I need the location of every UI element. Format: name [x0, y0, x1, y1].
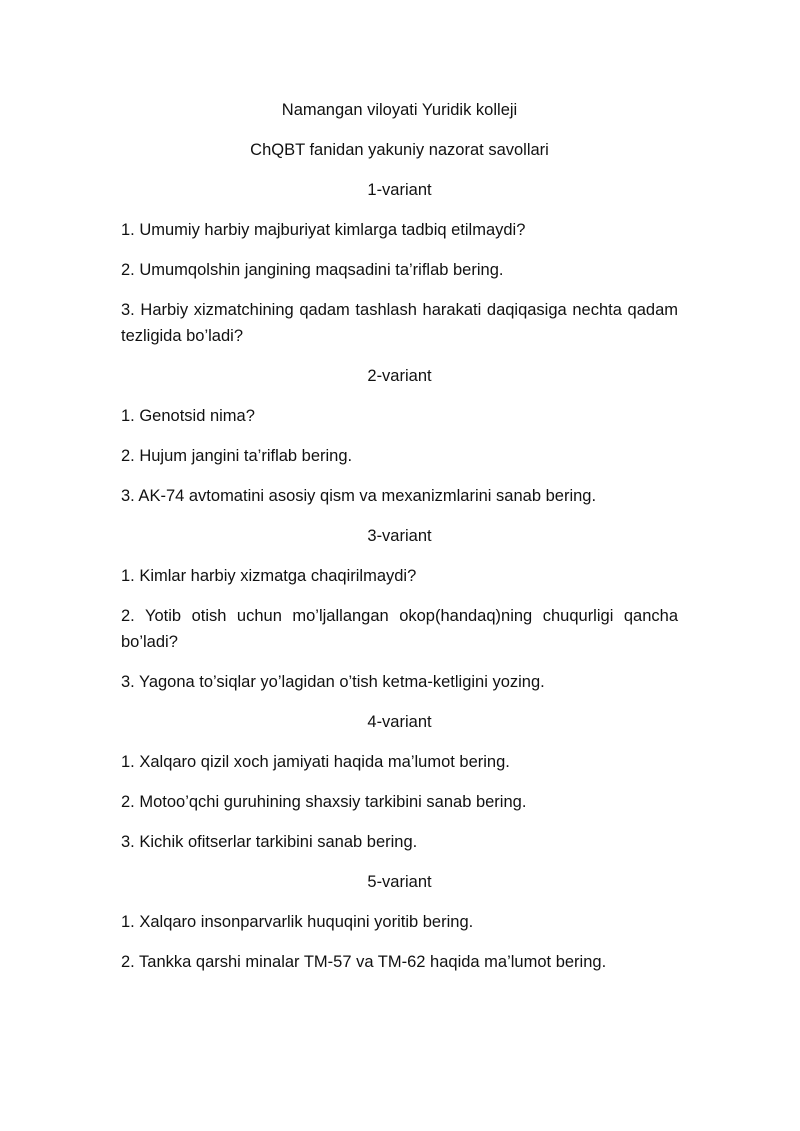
- variant-heading: 2-variant: [367, 367, 432, 385]
- question: 3. AK-74 avtomatini asosiy qism va mexanizmlarini sanab bering.: [121, 487, 597, 505]
- question: 3. Yagona to’siqlar yo’lagidan o’tish ketma-ketligini yozing.: [121, 673, 545, 691]
- question: 2. Umumqolshin jangining maqsadini ta’riflab bering.: [121, 261, 504, 279]
- variant-heading: 3-variant: [367, 527, 432, 545]
- variant-heading: 4-variant: [367, 713, 432, 731]
- question: 2. Hujum jangini ta’riflab bering.: [121, 447, 353, 465]
- question: 2. Tankka qarshi minalar TM-57 va TM-62 haqida ma’lumot bering.: [121, 953, 607, 971]
- document-body: [121, 97, 678, 975]
- document-subtitle: ChQBT fanidan yakuniy nazorat savollari: [250, 141, 549, 159]
- institution-title: Namangan viloyati Yuridik kolleji: [281, 101, 518, 119]
- question: 1. Xalqaro qizil xoch jamiyati haqida ma’lumot bering.: [121, 753, 510, 771]
- question: 1. Kimlar harbiy xizmatga chaqirilmaydi?: [121, 567, 417, 585]
- question: 1. Xalqaro insonparvarlik huquqini yoritib bering.: [121, 913, 474, 931]
- variant-heading: 5-variant: [367, 873, 432, 891]
- question: 2. Motoo’qchi guruhining shaxsiy tarkibini sanab bering.: [121, 793, 527, 811]
- question: 1. Umumiy harbiy majburiyat kimlarga tadbiq etilmaydi?: [121, 221, 526, 239]
- question: 2. Yotib otish uchun mo’ljallangan okop(handaq)ning chuqurligi qancha bo’ladi?: [121, 607, 678, 651]
- question: 3. Kichik ofitserlar tarkibini sanab bering.: [121, 833, 418, 851]
- question: 1. Genotsid nima?: [121, 407, 255, 425]
- variant-heading: 1-variant: [367, 181, 432, 199]
- question: 3. Harbiy xizmatchining qadam tashlash harakati daqiqasiga nechta qadam tezligida bo’ladi?: [121, 301, 678, 345]
